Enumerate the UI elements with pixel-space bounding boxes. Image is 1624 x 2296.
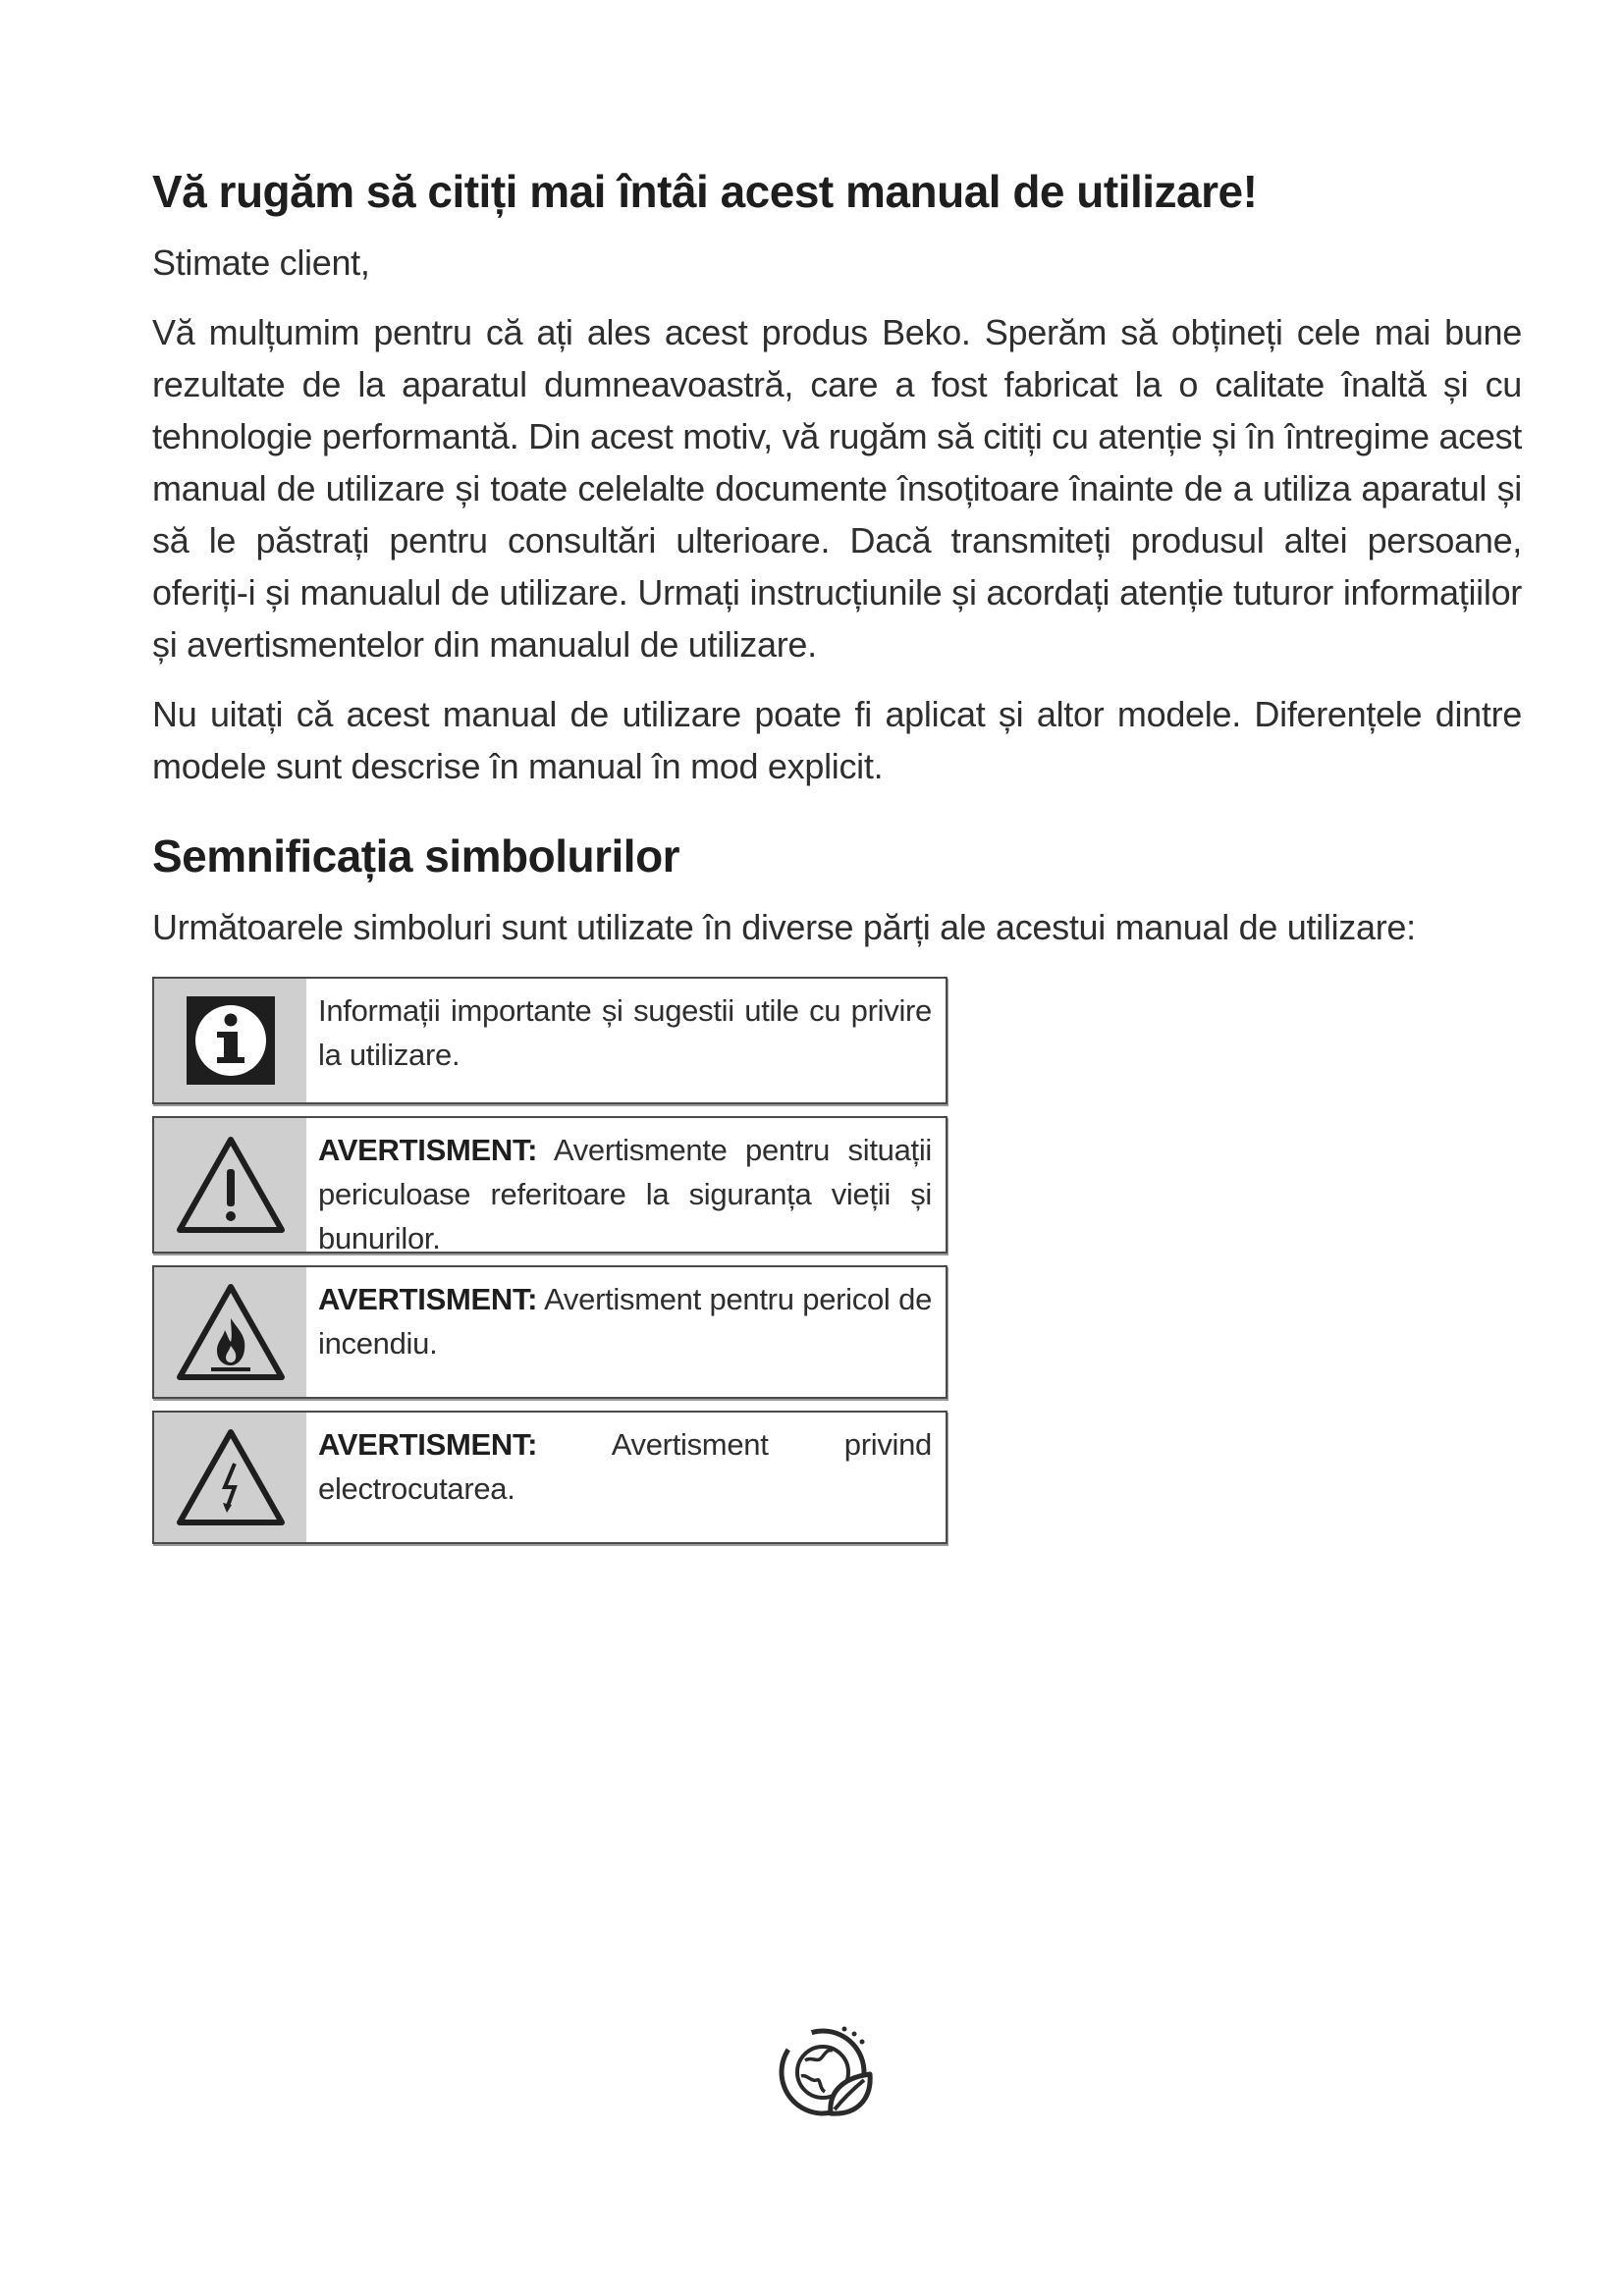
symbols-heading: Semnificația simbolurilor	[152, 830, 680, 881]
symbol-warning-description: Avertismente pentru situații periculoase referitoare la siguranța vieții și bunurilor.	[318, 1133, 932, 1255]
symbol-info-description: Informații importante și sugestii utile cu privire la utilizare.	[318, 993, 932, 1072]
symbol-warning-text	[306, 1118, 946, 1255]
symbol-fire-description: Avertisment pentru pericol de incendiu.	[318, 1282, 933, 1361]
symbol-electric-box	[152, 1411, 947, 1544]
symbol-electric-description: Avertisment privind electrocutarea.	[318, 1427, 932, 1506]
symbols-intro: Următoarele simboluri sunt utilizate în diverse părți ale acestui manual de utilizare:	[152, 907, 1416, 947]
symbol-warning-box	[152, 1116, 947, 1254]
fire-warning-icon	[154, 1267, 306, 1397]
page-title: Vă rugăm să citiți mai întâi acest manual de utilizare!	[152, 166, 1258, 217]
salutation: Stimate client,	[152, 242, 370, 283]
symbol-electric-label: AVERTISMENT:	[318, 1427, 538, 1462]
intro-paragraph: Vă mulțumim pentru că ați ales acest produs Beko. Sperăm să obțineți cele mai bune rezultate de la aparatul dumneavoastră, care a fost fabricat la o calitate înaltă și cu tehnologie performantă. Din acest motiv, vă rugăm să citiți cu atenție și în întregime acest manual de utilizare și toate celelalte documente însoțitoare înainte de a utiliza aparatul și să le păstrați pentru consultări ulterioare. Dacă transmiteți produsul altei persoane, oferiți-i și manualul de utilizare. Urmați instrucțiunile și acordați atenție tuturor informațiilor și avertismentelor din manualul de utilizare.	[152, 312, 1522, 665]
symbol-info-text	[306, 979, 946, 1102]
models-note-paragraph: Nu uitați că acest manual de utilizare poate fi aplicat și altor modele. Diferențele dintre modele sunt descrise în manual în mod explicit.	[152, 694, 1522, 786]
symbol-fire-box	[152, 1265, 947, 1399]
warning-exclamation-icon	[154, 1118, 306, 1252]
symbol-fire-text	[306, 1267, 946, 1397]
symbols-list	[152, 977, 947, 1544]
eco-globe-leaf-icon	[776, 2017, 879, 2125]
symbol-electric-text	[306, 1413, 946, 1542]
info-icon	[154, 979, 306, 1102]
symbol-info-box	[152, 977, 947, 1104]
symbol-warning-label: AVERTISMENT:	[318, 1133, 538, 1167]
symbol-fire-label: AVERTISMENT:	[318, 1282, 538, 1316]
electric-shock-warning-icon	[154, 1413, 306, 1542]
manual-page	[152, 147, 1522, 1556]
